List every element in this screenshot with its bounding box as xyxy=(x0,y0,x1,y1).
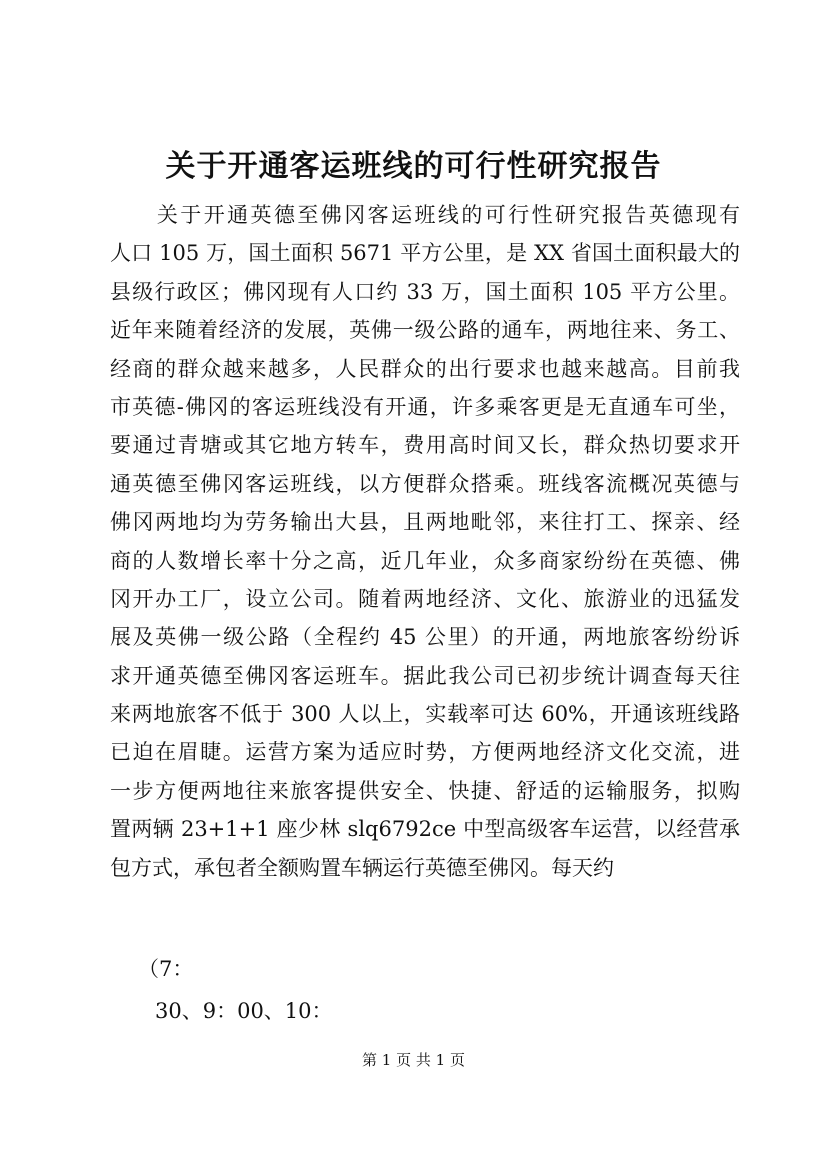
body-line: 来两地旅客不低于 300 人以上，实载率可达 60%，开通该班线路 xyxy=(110,702,740,727)
document-title: 关于开通客运班线的可行性研究报告 xyxy=(165,149,662,184)
document-body xyxy=(110,200,740,891)
body-line: 包方式，承包者全额购置车辆运行英德至佛冈。每天约 xyxy=(110,855,614,880)
body-line: 已迫在眉睫。运营方案为适应时势，方便两地经济文化交流，进 xyxy=(110,740,740,765)
body-line: 佛冈两地均为劳务输出大县，且两地毗邻，来往打工、探亲、经 xyxy=(110,510,740,535)
body-line: 商的人数增长率十分之高，近几年业，众多商家纷纷在英德、佛 xyxy=(110,548,740,573)
body-line: 冈开办工厂，设立公司。随着两地经济、文化、旅游业的迅猛发 xyxy=(110,586,740,611)
body-line: 通英德至佛冈客运班线，以方便群众搭乘。班线客流概况英德与 xyxy=(110,471,740,496)
body-line: 一步方便两地往来旅客提供安全、快捷、舒适的运输服务，拟购 xyxy=(110,778,740,803)
body-line: 要通过青塘或其它地方转车，费用高时间又长，群众热切要求开 xyxy=(110,433,740,458)
body-line: 县级行政区；佛冈现有人口约 33 万，国土面积 105 平方公里。 xyxy=(110,279,740,304)
body-line: 置两辆 23+1+1 座少林 slq6792ce 中型高级客车运营，以经营承 xyxy=(110,817,740,842)
body-fragment: （7： xyxy=(138,957,194,981)
body-line: 展及英佛一级公路（全程约 45 公里）的开通，两地旅客纷纷诉 xyxy=(110,625,740,650)
body-line: 求开通英德至佛冈客运班车。据此我公司已初步统计调查每天往 xyxy=(110,663,740,688)
page-footer: 第 1 页 共 1 页 xyxy=(362,1051,465,1069)
body-fragment: 30、9：00、10： xyxy=(155,999,333,1023)
body-line: 关于开通英德至佛冈客运班线的可行性研究报告英德现有 xyxy=(110,203,740,227)
body-line: 人口 105 万，国土面积 5671 平方公里，是 XX 省国土面积最大的 xyxy=(110,241,740,266)
body-line: 近年来随着经济的发展，英佛一级公路的通车，两地往来、务工、 xyxy=(110,318,740,343)
body-line: 市英德-佛冈的客运班线没有开通，许多乘客更是无直通车可坐， xyxy=(110,394,740,419)
body-line: 经商的群众越来越多，人民群众的出行要求也越来越高。目前我 xyxy=(110,356,740,381)
